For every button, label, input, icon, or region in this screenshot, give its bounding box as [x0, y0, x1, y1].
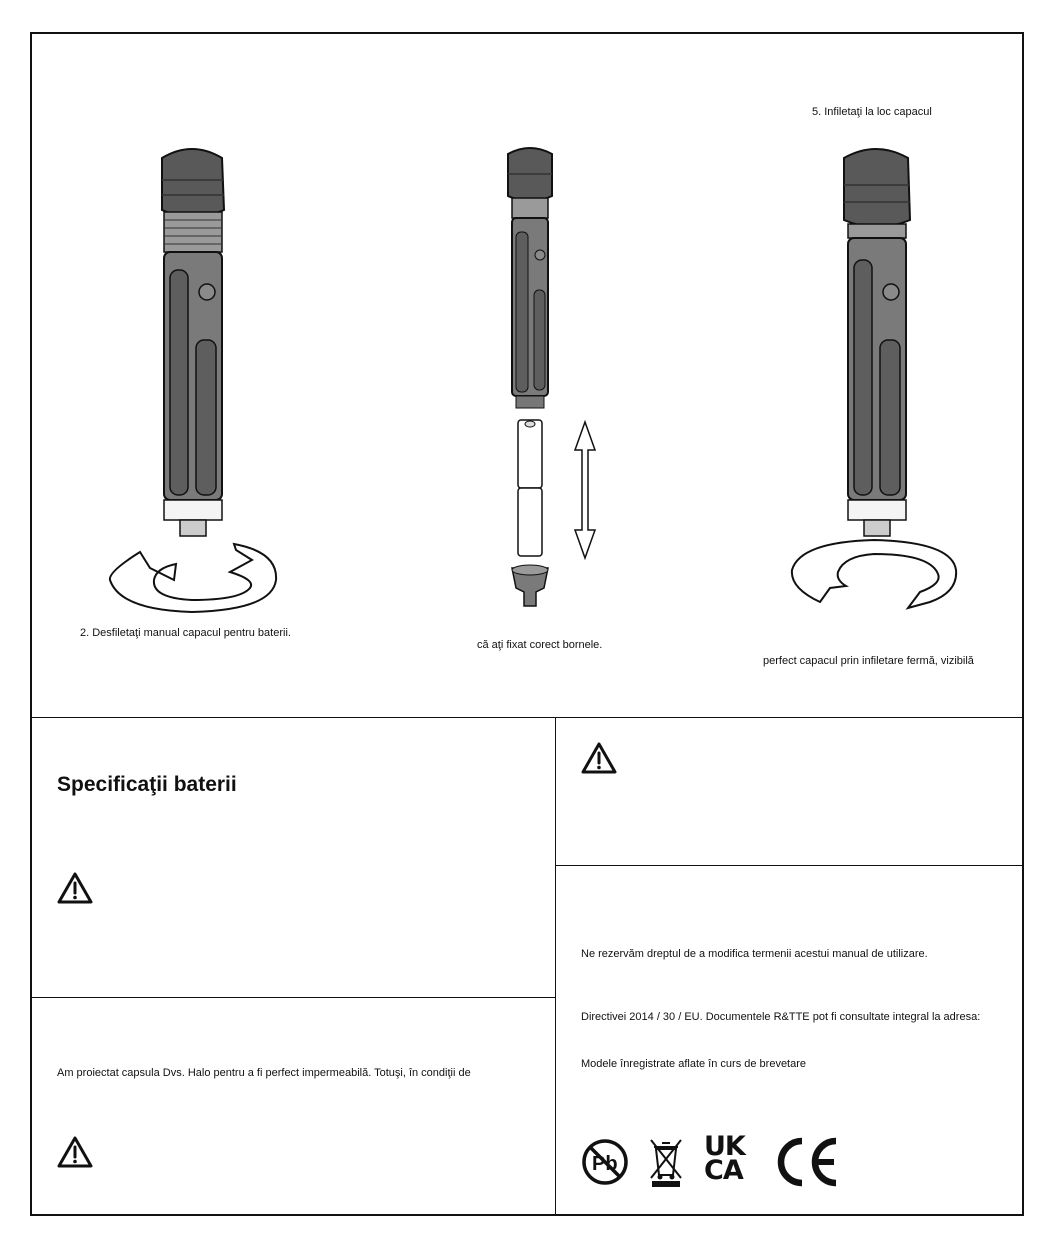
divider-right — [555, 865, 1024, 866]
illustration-unscrew-cap — [100, 140, 300, 620]
ce-mark — [772, 1137, 842, 1187]
warning-icon — [57, 872, 93, 904]
step-5-title: 5. Infiletaţi la loc capacul — [812, 106, 932, 118]
illustration-insert-battery — [490, 140, 610, 610]
svg-text:Pb: Pb — [592, 1153, 618, 1175]
ukca-mark — [704, 1131, 756, 1186]
illustration-screw-cap — [790, 140, 970, 610]
warning-icon — [581, 742, 617, 774]
reserve-rights-text: Ne rezervăm dreptul de a modifica termenii acestui manual de utilizare. — [581, 948, 928, 960]
waterproof-text: Am proiectat capsula Dvs. Halo pentru a fi perfect impermeabilă. Totuşi, în condiţii de — [57, 1067, 471, 1079]
directive-text: Directivei 2014 / 30 / EU. Documentele R&TTE pot fi consultate integral la adresa: — [581, 1011, 981, 1023]
ukca-line-1: UK — [704, 1131, 745, 1162]
divider-left — [31, 997, 555, 998]
weee-bin-icon — [648, 1137, 684, 1189]
no-lead-icon — [581, 1138, 629, 1186]
step-3-caption: că aţi fixat corect bornele. — [477, 639, 603, 651]
warning-icon — [57, 1136, 93, 1168]
registered-designs-text: Modele înregistrate aflate în curs de brevetare — [581, 1058, 807, 1070]
step-2-caption: 2. Desfiletaţi manual capacul pentru baterii. — [80, 627, 291, 639]
divider-top — [31, 717, 1024, 718]
step-5-caption: perfect capacul prin infiletare fermă, vizibilă — [763, 655, 974, 667]
ukca-line-2: CA — [704, 1155, 743, 1186]
battery-spec-heading: Specificaţii baterii — [57, 773, 237, 796]
divider-vertical — [555, 717, 556, 1216]
